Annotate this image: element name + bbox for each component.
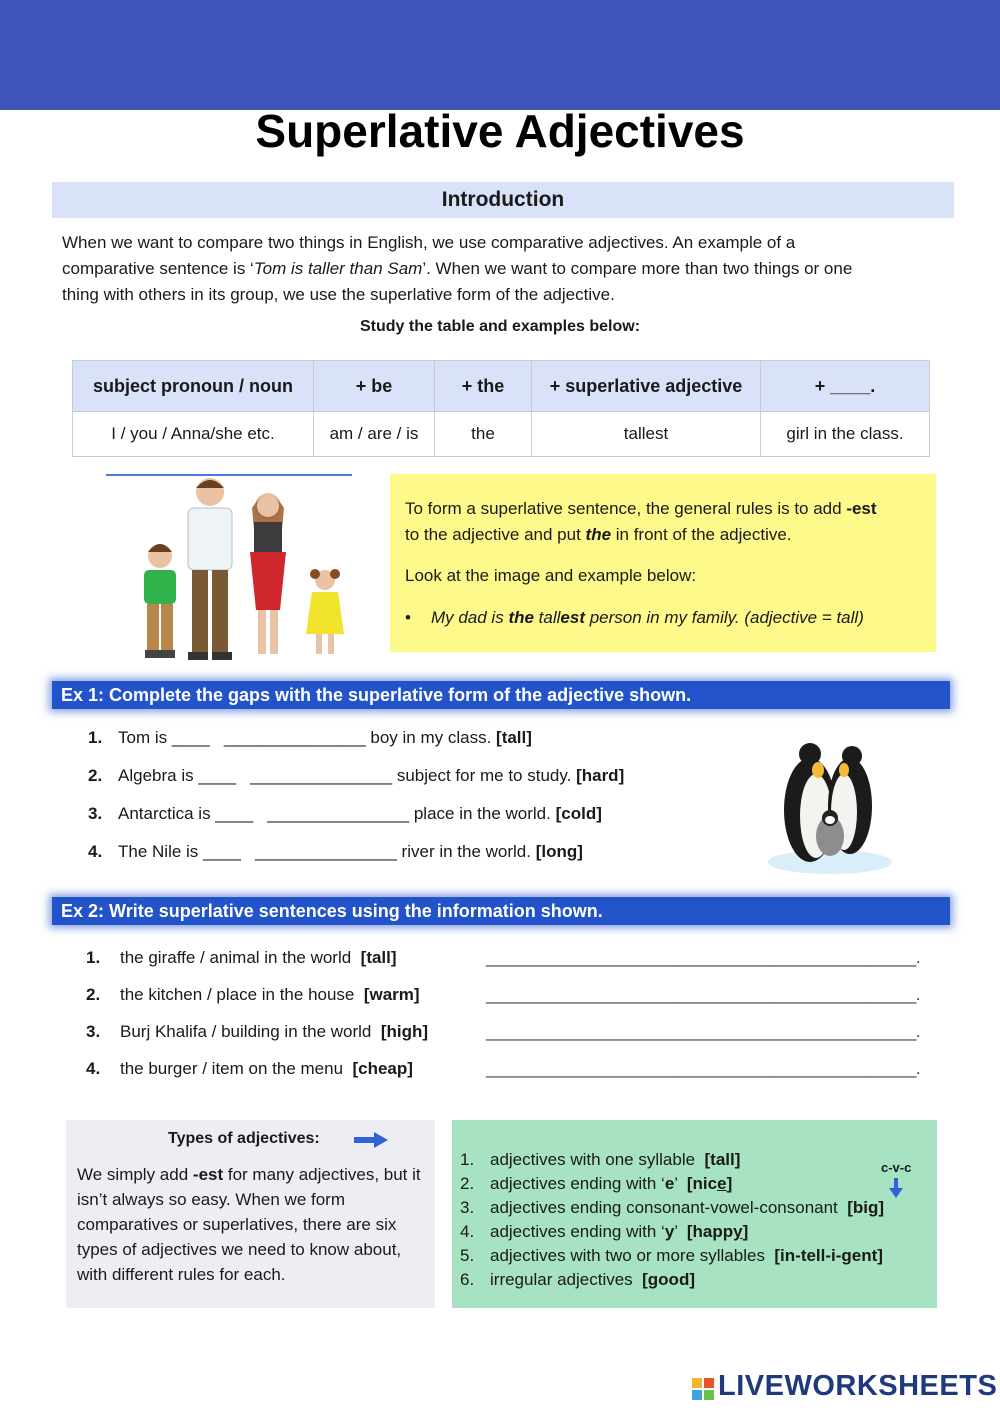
study-label: Study the table and examples below: [359,318,641,335]
types-est: -est [192,1165,224,1184]
list-hint: [good] [642,1270,695,1289]
list-text: adjectives with one syllable [490,1150,705,1169]
list-number: 2. [460,1174,475,1193]
rule-the: the [585,525,612,544]
item-text: The Nile is ____ _______________ river in the world. [118,842,536,861]
answer-line[interactable]: ________________________________________________. [486,948,921,967]
col-superlative: + superlative adjective [532,361,761,412]
item-number: 4. [86,1059,101,1078]
item-number: 4. [88,842,103,861]
family-illustration [130,474,360,664]
answer-line[interactable]: ________________________________________________. [486,985,921,1004]
list-text-end: ’ [674,1222,687,1241]
ex1-item[interactable] [88,728,728,766]
item-number: 3. [86,1022,101,1041]
list-text: adjectives ending with ‘ [490,1222,665,1241]
ex1-item[interactable] [88,766,728,804]
rule-example-est: est [560,608,585,627]
item-text [120,948,397,968]
ex1-item[interactable] [88,804,728,842]
list-item [460,1220,884,1244]
cell-superlative: tallest [532,412,761,457]
list-item [460,1196,884,1220]
col-rest: + ____. [761,361,930,412]
grammar-table-header [73,361,930,412]
list-hint-underlined: e [717,1174,727,1193]
types-text-a: We simply add [77,1165,193,1184]
grammar-table [72,360,930,457]
list-number: 1. [460,1150,475,1169]
top-banner [0,0,1000,110]
ex1-item[interactable] [88,842,728,880]
list-item [460,1244,884,1268]
item-prompt: the giraffe / animal in the world [120,948,361,967]
ex2-list [86,948,936,1096]
col-subject: subject pronoun / noun [73,361,314,412]
list-hint-a: [happ [686,1222,734,1241]
item-number: 3. [88,804,103,823]
ex2-item [86,985,936,1022]
intro-line-3: thing with others in its group, we use the superlative form of the adjective. [62,285,615,304]
ex2-item [86,1059,936,1096]
list-letter: y [664,1222,675,1241]
cell-rest: girl in the class. [761,412,930,457]
rule-example-c: person in my family. (adjective = tall) [584,608,864,627]
bullet-icon: • [405,608,411,627]
grammar-table-row [73,412,930,457]
rule-text-a: To form a superlative sentence, the general rules is to add [405,499,847,518]
item-text [120,1059,413,1079]
liveworksheets-logo-icon [692,1378,714,1400]
item-prompt: the burger / item on the menu [120,1059,353,1078]
item-prompt: Burj Khalifa / building in the world [120,1022,381,1041]
item-hint: [cold] [555,804,602,823]
cell-subject: I / you / Anna/she etc. [73,412,314,457]
answer-line[interactable]: ________________________________________________. [486,1059,921,1078]
footer-brand: LIVEWORKSHEETS [718,1370,998,1402]
cvc-label: c-v-c [881,1160,912,1175]
item-hint: [hard] [576,766,625,785]
rule-box [390,474,936,652]
intro-example-sentence: Tom is taller than Sam [253,259,423,278]
list-letter: e [664,1174,675,1193]
introduction-heading: Introduction [52,182,954,218]
item-text: Algebra is ____ _______________ subject for me to study. [118,766,577,785]
rule-text-b: to the adjective and put [405,525,586,544]
list-number: 6. [460,1270,475,1289]
rule-example-b: tall [533,608,561,627]
page-title: Superlative Adjectives [255,105,745,157]
item-text: Antarctica is ____ _______________ place in the world. [118,804,556,823]
item-hint: [high] [380,1022,429,1041]
intro-line-2-b: ’. When we want to compare more than two things or one [422,259,853,278]
ex1-list [88,728,728,880]
item-text [120,985,420,1005]
cell-be: am / are / is [314,412,435,457]
col-be: + be [314,361,435,412]
list-hint-a: [nic [686,1174,718,1193]
types-text [77,1162,427,1287]
rule-text [405,496,925,548]
item-hint: [tall] [496,728,532,747]
list-text: irregular adjectives [490,1270,643,1289]
intro-line-1: When we want to compare two things in English, we use comparative adjectives. An example of a [62,233,796,252]
intro-line-2 [62,256,952,282]
list-item [460,1148,884,1172]
ex2-item [86,948,936,985]
list-text-end: ’ [674,1174,687,1193]
list-text: adjectives with two or more syllables [490,1246,775,1265]
item-hint: [cheap] [352,1059,413,1078]
list-hint: [in-tell-i-gent] [774,1246,883,1265]
list-text: adjectives ending consonant-vowel-consonant [490,1198,848,1217]
list-number: 4. [460,1222,475,1241]
rule-est: -est [846,499,877,518]
arrow-right-icon [354,1132,388,1148]
rule-example-a: My dad is [430,608,509,627]
cell-the: the [435,412,532,457]
penguins-illustration [760,730,900,880]
arrow-down-icon [889,1178,903,1198]
types-box [66,1120,435,1308]
item-hint: [long] [535,842,583,861]
introduction-text [62,230,952,308]
item-number: 2. [88,766,103,785]
list-hint-b: ] [742,1222,749,1241]
list-hint [687,1222,748,1241]
rule-text-c: in front of the adjective. [611,525,792,544]
item-hint: [warm] [363,985,420,1004]
list-item [460,1268,884,1292]
item-prompt: the kitchen / place in the house [120,985,364,1004]
list-hint-underlined: y [733,1222,743,1241]
item-number: 2. [86,985,101,1004]
intro-line-2-a: comparative sentence is ‘ [62,259,254,278]
list-hint-b: ] [726,1174,733,1193]
adjective-types-list [460,1148,884,1292]
item-number: 1. [86,948,101,967]
rule-example [405,608,864,628]
ex2-heading: Ex 2: Write superlative sentences using the information shown. [52,897,950,925]
item-text [120,1022,428,1042]
list-number: 5. [460,1246,475,1265]
types-text-b: for many adjectives, but it isn’t always so easy. When we form comparatives or superlatives, there are six types of adjectives we need to know about, with different rules for each. [77,1165,421,1284]
ex2-item [86,1022,936,1059]
col-the: + the [435,361,532,412]
list-item [460,1172,884,1196]
item-hint: [tall] [360,948,397,967]
list-text: adjectives ending with ‘ [490,1174,665,1193]
types-title: Types of adjectives: [168,1130,320,1147]
answer-line[interactable]: ________________________________________________. [486,1022,921,1041]
ex1-heading: Ex 1: Complete the gaps with the superlative form of the adjective shown. [52,681,950,709]
adjective-types-box [452,1120,937,1308]
list-hint: [big] [847,1198,885,1217]
item-text: Tom is ____ _______________ boy in my class. [118,728,497,747]
rule-look-text: Look at the image and example below: [405,566,697,585]
list-number: 3. [460,1198,475,1217]
item-number: 1. [88,728,103,747]
list-hint [687,1174,732,1193]
list-hint: [tall] [704,1150,741,1169]
rule-example-the: the [508,608,534,627]
